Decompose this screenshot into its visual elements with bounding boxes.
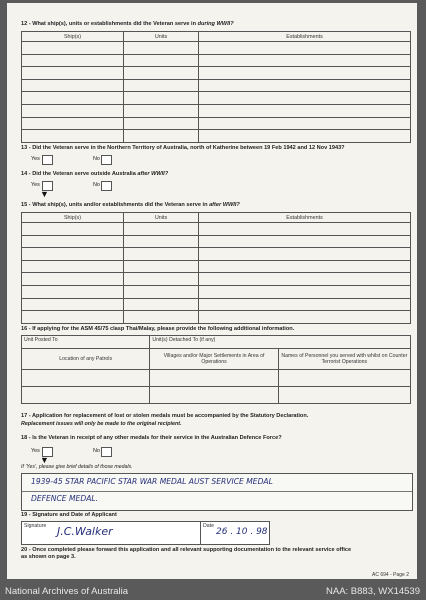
q13-no-label: No bbox=[93, 156, 100, 162]
q12-col-establishments: Establishments bbox=[199, 32, 411, 42]
form-page bbox=[7, 3, 417, 579]
table-row bbox=[22, 370, 411, 387]
unit-detached-field[interactable]: Unit(s) Detached To (if any) bbox=[150, 336, 411, 349]
q18-label: 18 - Is the Veteran in receipt of any other medals for their service in the Australian Defence Force? bbox=[21, 435, 282, 441]
q14-no-label: No bbox=[93, 182, 100, 188]
date-label: Date bbox=[203, 523, 214, 529]
form-code: AC 694 - Page 2 bbox=[372, 572, 409, 578]
pen-arrow-down-icon: ▼ bbox=[40, 189, 49, 199]
q13-yes-label: Yes bbox=[31, 156, 40, 162]
date-value: 26 . 10 . 98 bbox=[216, 527, 268, 537]
table-row bbox=[22, 235, 411, 248]
signature-field[interactable] bbox=[21, 521, 211, 545]
q17-label: 17 - Application for replacement of lost or stolen medals must be accompanied by the Statutory Declaration. bbox=[21, 413, 309, 419]
q15-col-units: Units bbox=[124, 213, 199, 223]
q15-col-ships: Ship(s) bbox=[22, 213, 124, 223]
q13-label: 13 - Did the Veteran serve in the Northern Territory of Australia, north of Katherine between 19 Feb 1942 and 12 Nov 1943? bbox=[21, 145, 345, 151]
footer-archive-name: National Archives of Australia bbox=[5, 586, 129, 597]
q18-no-label: No bbox=[93, 448, 100, 454]
unit-posted-field[interactable]: Unit Posted To bbox=[22, 336, 150, 349]
q13-no-checkbox[interactable] bbox=[101, 155, 112, 165]
q15-col-establishments: Establishments bbox=[199, 213, 411, 223]
divider bbox=[22, 491, 412, 492]
q12-table bbox=[21, 31, 411, 143]
table-row bbox=[22, 104, 411, 117]
q18-no-checkbox[interactable] bbox=[101, 447, 112, 457]
medals-details-line-2: DEFENCE MEDAL. bbox=[31, 494, 99, 503]
q18-details-prompt: If 'Yes', please give brief details of those medals. bbox=[21, 464, 133, 470]
q16-label: 16 - If applying for the ASM 45/75 clasp Thai/Malay, please provide the following additional information. bbox=[21, 326, 295, 332]
q17-note: Replacement issues will only be made to the original recipient. bbox=[21, 421, 182, 427]
table-row bbox=[22, 130, 411, 143]
signature-label: Signature bbox=[24, 523, 47, 529]
q20-label: 20 - Once completed please forward this application and all relevant supporting documentation to the relevant service office bbox=[21, 547, 352, 553]
q14-yes-label: Yes bbox=[31, 182, 40, 188]
q19-label: 19 - Signature and Date of Applicant bbox=[21, 512, 117, 518]
table-row bbox=[22, 79, 411, 92]
table-row bbox=[22, 248, 411, 261]
q15-table bbox=[21, 212, 411, 324]
q20-label-cont: as shown on page 3. bbox=[21, 554, 76, 560]
col-villages: Villages and/or Major Settlements in Area of Operations bbox=[150, 349, 278, 370]
pen-arrow-down-icon: ▼ bbox=[40, 455, 49, 465]
q14-label: 14 - Did the Veteran serve outside Australia after WWII? bbox=[21, 171, 169, 177]
signature-value: J.C.Walker bbox=[57, 525, 113, 538]
table-row bbox=[22, 387, 411, 404]
q12-label: 12 - What ship(s), units or establishments did the Veteran serve in during WWII? bbox=[21, 21, 234, 27]
table-row bbox=[22, 92, 411, 105]
q15-label: 15 - What ship(s), units and/or establishments did the Veteran serve in after WWII? bbox=[21, 202, 240, 208]
table-row bbox=[22, 260, 411, 273]
q18-yes-label: Yes bbox=[31, 448, 40, 454]
table-row bbox=[22, 285, 411, 298]
table-row bbox=[22, 67, 411, 80]
table-row bbox=[22, 54, 411, 67]
q16-table bbox=[21, 335, 411, 404]
col-patrols: Location of any Patrols bbox=[22, 349, 150, 370]
q13-yes-checkbox[interactable] bbox=[42, 155, 53, 165]
q12-col-units: Units bbox=[124, 32, 199, 42]
table-row bbox=[22, 42, 411, 55]
q12-col-ships: Ship(s) bbox=[22, 32, 124, 42]
table-row bbox=[22, 117, 411, 130]
table-row bbox=[22, 311, 411, 324]
q14-no-checkbox[interactable] bbox=[101, 181, 112, 191]
medals-details-line-1: 1939-45 STAR PACIFIC STAR WAR MEDAL AUST SERVICE MEDAL bbox=[31, 477, 273, 486]
col-personnel: Names of Personnel you served with whilst on Counter Terrorist Operations bbox=[278, 349, 410, 370]
table-row bbox=[22, 223, 411, 236]
table-row bbox=[22, 273, 411, 286]
table-row bbox=[22, 298, 411, 311]
footer-reference: NAA: B883, WX14539 bbox=[326, 586, 420, 597]
